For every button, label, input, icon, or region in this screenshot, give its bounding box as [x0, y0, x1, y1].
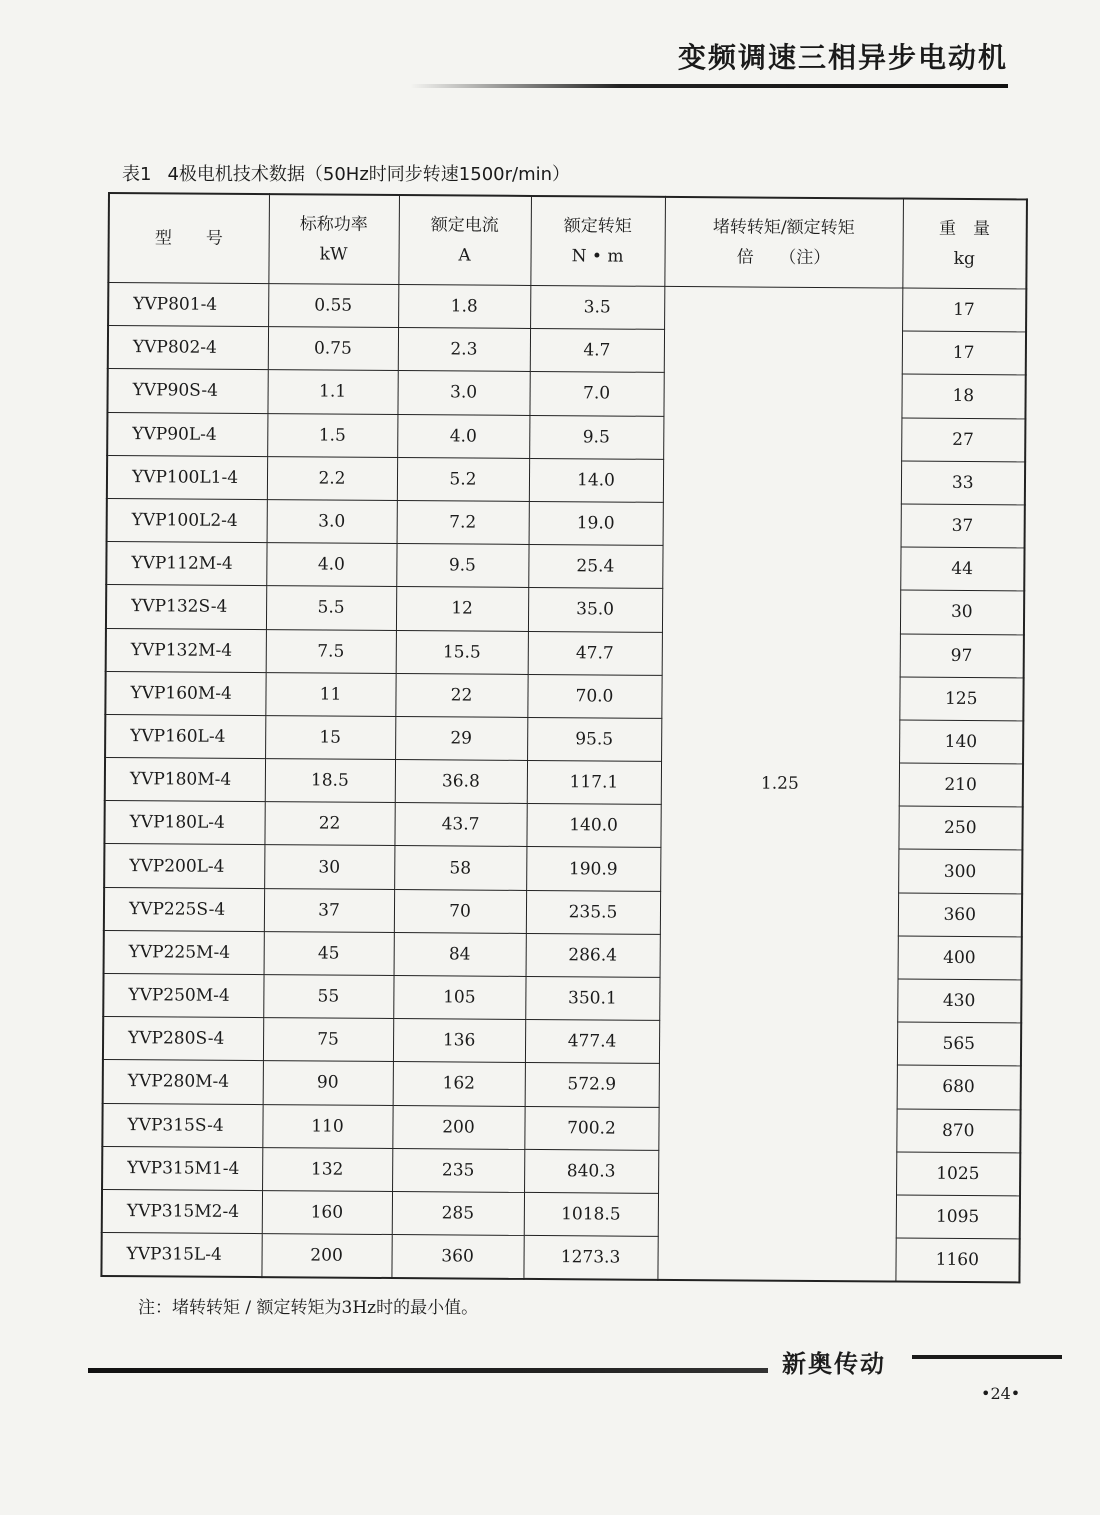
cell-power: 110 [262, 1104, 392, 1148]
col-header-torque: 额定转矩 N • m [530, 196, 665, 286]
cell-weight: 97 [900, 634, 1024, 678]
cell-weight: 37 [901, 504, 1025, 548]
col-header-model: 型 号 [108, 193, 269, 284]
col-header-stall-ratio: 堵转转矩/额定转矩 倍 （注） [664, 197, 903, 288]
table-caption-label: 表1 [122, 164, 152, 185]
cell-model: YVP180L-4 [104, 801, 264, 845]
cell-torque: 572.9 [525, 1063, 659, 1107]
cell-torque: 35.0 [528, 588, 662, 632]
cell-torque: 14.0 [529, 458, 663, 502]
cell-weight: 27 [901, 418, 1025, 462]
cell-power: 0.55 [268, 284, 398, 328]
cell-power: 5.5 [266, 586, 396, 630]
page-header-title: 变频调速三相异步电动机 [677, 41, 1008, 74]
cell-power: 132 [262, 1147, 392, 1191]
cell-weight: 30 [900, 590, 1024, 634]
cell-current: 3.0 [397, 371, 529, 415]
cell-current: 7.2 [397, 500, 529, 544]
cell-current: 15.5 [396, 630, 528, 674]
cell-model: YVP315S-4 [102, 1103, 262, 1147]
cell-torque: 3.5 [530, 285, 664, 329]
cell-power: 90 [263, 1061, 393, 1105]
cell-current: 285 [392, 1191, 524, 1235]
cell-torque: 9.5 [529, 415, 663, 459]
cell-model: YVP112M-4 [106, 542, 266, 586]
cell-current: 235 [392, 1148, 524, 1192]
cell-model: YVP100L1-4 [107, 455, 267, 499]
cell-model: YVP100L2-4 [107, 498, 267, 542]
cell-torque: 350.1 [525, 976, 659, 1020]
cell-power: 18.5 [265, 759, 395, 803]
cell-current: 1.8 [398, 285, 530, 329]
cell-weight: 300 [898, 849, 1022, 893]
cell-torque: 840.3 [524, 1149, 658, 1193]
cell-model: YVP90L-4 [107, 412, 267, 456]
cell-current: 22 [395, 673, 527, 717]
cell-torque: 95.5 [527, 717, 661, 761]
cell-weight: 430 [897, 979, 1021, 1023]
cell-model: YVP225M-4 [104, 930, 264, 974]
cell-model: YVP90S-4 [107, 369, 267, 413]
cell-power: 1.1 [267, 370, 397, 414]
cell-weight: 250 [898, 806, 1022, 850]
cell-power: 11 [265, 672, 395, 716]
cell-weight: 17 [902, 331, 1026, 375]
cell-power: 75 [263, 1018, 393, 1062]
cell-weight: 360 [898, 893, 1022, 937]
cell-weight: 400 [898, 936, 1022, 980]
cell-torque: 190.9 [526, 847, 660, 891]
cell-model: YVP132S-4 [106, 585, 266, 629]
footer-brand: 新奥传动 [782, 1350, 886, 1378]
cell-current: 9.5 [396, 544, 528, 588]
footer-rule-right [912, 1355, 1062, 1359]
cell-model: YVP250M-4 [103, 973, 263, 1017]
cell-weight: 870 [896, 1109, 1020, 1153]
cell-torque: 286.4 [526, 933, 660, 977]
cell-weight: 140 [899, 720, 1023, 764]
header-rule [410, 84, 1008, 88]
cell-model: YVP225S-4 [104, 887, 264, 931]
table-caption-text: 4极电机技术数据（50Hz时同步转速1500r/min） [167, 164, 571, 185]
cell-power: 4.0 [266, 543, 396, 587]
cell-torque: 19.0 [529, 501, 663, 545]
cell-weight: 33 [901, 461, 1025, 505]
col-header-current: 额定电流 A [398, 195, 531, 285]
cell-current: 136 [393, 1019, 525, 1063]
cell-weight: 1160 [895, 1238, 1019, 1283]
cell-current: 12 [396, 587, 528, 631]
cell-torque: 1018.5 [524, 1192, 658, 1236]
cell-current: 162 [393, 1062, 525, 1106]
cell-weight: 1095 [896, 1195, 1020, 1239]
cell-torque: 1273.3 [523, 1236, 657, 1281]
cell-power: 15 [265, 715, 395, 759]
cell-power: 200 [261, 1234, 391, 1279]
cell-torque: 25.4 [528, 545, 662, 589]
cell-torque: 700.2 [524, 1106, 658, 1150]
page-number: •24• [981, 1384, 1021, 1403]
cell-torque: 70.0 [527, 674, 661, 718]
col-header-power: 标称功率 kW [268, 194, 399, 284]
cell-torque: 235.5 [526, 890, 660, 934]
cell-current: 70 [394, 889, 526, 933]
cell-weight: 125 [899, 677, 1023, 721]
cell-power: 0.75 [268, 327, 398, 371]
cell-current: 200 [392, 1105, 524, 1149]
cell-model: YVP132M-4 [106, 628, 266, 672]
cell-current: 29 [395, 716, 527, 760]
cell-current: 5.2 [397, 457, 529, 501]
cell-model: YVP315M1-4 [102, 1146, 262, 1190]
cell-model: YVP315M2-4 [102, 1189, 262, 1233]
cell-power: 37 [264, 888, 394, 932]
cell-current: 84 [394, 932, 526, 976]
table-row [108, 283, 1026, 333]
cell-torque: 140.0 [526, 804, 660, 848]
cell-power: 7.5 [266, 629, 396, 673]
cell-current: 43.7 [394, 803, 526, 847]
cell-current: 36.8 [395, 760, 527, 804]
cell-current: 2.3 [398, 328, 530, 372]
cell-model: YVP801-4 [108, 283, 268, 327]
table-header-row [108, 193, 1027, 289]
cell-model: YVP280S-4 [103, 1017, 263, 1061]
cell-model: YVP180M-4 [105, 758, 265, 802]
table-caption [122, 160, 586, 186]
col-header-weight: 重 量 kg [902, 199, 1027, 289]
table-footnote: 注：堵转转矩 / 额定转矩为3Hz时的最小值。 [138, 1298, 479, 1318]
cell-power: 3.0 [267, 500, 397, 544]
cell-current: 58 [394, 846, 526, 890]
cell-model: YVP200L-4 [104, 844, 264, 888]
cell-power: 1.5 [267, 413, 397, 457]
cell-model: YVP160M-4 [105, 671, 265, 715]
cell-torque: 117.1 [527, 761, 661, 805]
cell-torque: 47.7 [528, 631, 662, 675]
cell-model: YVP280M-4 [103, 1060, 263, 1104]
cell-torque: 4.7 [530, 329, 664, 373]
cell-power: 22 [264, 802, 394, 846]
cell-weight: 210 [899, 763, 1023, 807]
cell-torque: 7.0 [529, 372, 663, 416]
cell-weight: 680 [897, 1065, 1021, 1109]
table-body [101, 283, 1026, 1283]
cell-stall-ratio: 1.25 [657, 286, 902, 1281]
cell-weight: 18 [901, 374, 1025, 418]
cell-model: YVP802-4 [108, 326, 268, 370]
cell-weight: 44 [900, 547, 1024, 591]
cell-torque: 477.4 [525, 1020, 659, 1064]
cell-weight: 17 [902, 288, 1026, 332]
cell-power: 30 [264, 845, 394, 889]
motor-spec-table [100, 192, 1028, 1284]
cell-power: 55 [263, 975, 393, 1019]
cell-model: YVP315L-4 [101, 1233, 261, 1278]
cell-current: 4.0 [397, 414, 529, 458]
cell-current: 105 [393, 976, 525, 1020]
cell-weight: 565 [897, 1022, 1021, 1066]
cell-power: 45 [264, 931, 394, 975]
cell-model: YVP160L-4 [105, 714, 265, 758]
cell-weight: 1025 [896, 1152, 1020, 1196]
cell-power: 2.2 [267, 456, 397, 500]
footer-rule-left [88, 1368, 768, 1373]
cell-power: 160 [262, 1191, 392, 1235]
cell-current: 360 [391, 1235, 523, 1280]
